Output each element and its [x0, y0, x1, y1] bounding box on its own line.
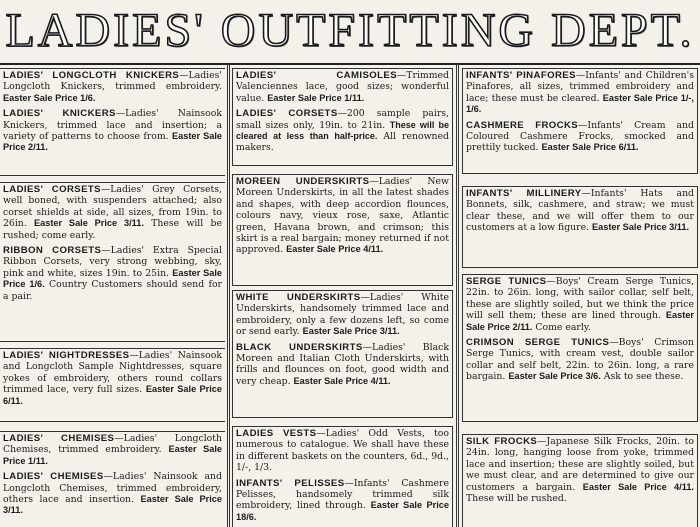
ad-box — [462, 68, 698, 174]
ad-entry: LADIES' CORSETS—200 sample pairs, small sizes only, 19in. to 21in. These will be cleared at less than half-price. All renowned makers. — [236, 108, 449, 154]
ad-entry: LADIES VESTS—Ladies' Odd Vests, too numerous to catalogue. We shall have these in different baskets on the counters, 6d., 9d., 1/-, 1/3. — [236, 428, 449, 474]
ad-box — [0, 182, 225, 342]
column-divider — [227, 64, 230, 527]
ad-entry: LADIES' CHEMISES—Ladies' Longcloth Chemises, trimmed embroidery. Easter Sale Price 1/11. — [3, 433, 223, 466]
ad-box — [0, 68, 225, 176]
ad-entry: CASHMERE FROCKS—Infants' Cream and Coloured Cashmere Frocks, smocked and prettily tucked. Easter Sale Price 6/11. — [466, 119, 694, 154]
ad-entry: BLACK UNDERSKIRTS—Ladies' Black Moreen and Italian Cloth Underskirts, with frills and flounces on foot, good width and very cheap. Easter Sale Price 4/11. — [236, 341, 449, 387]
ad-entry: LADIES' LONGCLOTH KNICKERS—Ladies' Longcloth Knickers, trimmed embroidery. Easter Sale Price 1/6. — [3, 70, 222, 103]
ad-entry: LADIES' CAMISOLES—Trimmed Valenciennes lace, good sizes; wonderful value. Easter Sale Price 1/11. — [236, 70, 449, 104]
ad-entry: LADIES' KNICKERS—Ladies' Nainsook Knickers, trimmed lace and insertion; a variety of patterns to choose from. Easter Sale Price 2/11. — [3, 108, 222, 153]
page-header — [0, 0, 700, 62]
page-title: LADIES' OUTFITTING DEPT. — [5, 4, 695, 57]
ad-entry: LADIES' CORSETS—Ladies' Grey Corsets, well boned, with suspenders attached; also corset shields at side, all sizes, from 19in. to 26in. Easter Sale Price 3/11. These will be rushed; come early. — [3, 184, 222, 241]
ad-entry: LADIES' NIGHTDRESSES—Ladies' Nainsook and Longcloth Sample Nightdresses, square yokes of embroidery, others round collars trimmed lace, very full sizes. Easter Sale Price 6/11. — [3, 350, 222, 406]
column-divider — [456, 64, 459, 527]
ad-box — [232, 426, 453, 527]
ad-entry: CRIMSON SERGE TUNICS—Boys' Crimson Serge Tunics, with cream vest, double sailor collar and self belt, 22in. to 26in. long, a rare bargain. Easter Sale Price 3/6. Ask to see these. — [466, 337, 694, 383]
ad-box — [232, 68, 453, 166]
ad-entry: INFANTS' PELISSES—Infants' Cashmere Pelisses, handsomely trimmed silk embroidery, lined through. Easter Sale Price 18/6. — [236, 477, 449, 522]
column-left — [0, 66, 225, 527]
ad-entry: SILK FROCKS—Japanese Silk Frocks, 20in. to 24in. long, hanging loose from yoke, trimmed lace and insertion; these are slightly soiled, but we must clear, and are determined to give our customers a bargain. Easter Sale Price 4/11. These will be rushed. — [466, 436, 694, 505]
ad-entry: WHITE UNDERSKIRTS—Ladies' White Underskirts, handsomely trimmed lace and embroidery, only a few dozens left, so come or send early. Easter Sale Price 3/11. — [236, 292, 449, 338]
column-right — [462, 66, 698, 527]
ad-box — [462, 186, 698, 268]
ad-entry: MOREEN UNDERSKIRTS—Ladies' New Moreen Underskirts, in all the latest shades and shapes, with deep accordion flounces, colours navy, vieux rose, saxe, Atlantic green, Havana brown, and crimson; this skirt is a real bargain; money returned if not approved. Easter Sale Price 4/11. — [236, 176, 449, 256]
ad-box — [462, 274, 698, 422]
ad-box — [0, 348, 225, 422]
ad-box — [462, 434, 698, 527]
ad-entry: RIBBON CORSETS—Ladies' Extra Special Ribbon Corsets, very strong webbing, sky, pink and white, sizes 19in. to 25in. Easter Sale Price 1/6. Country Customers should send for a pair. — [3, 245, 222, 302]
ad-box — [232, 174, 453, 286]
ad-box — [0, 431, 225, 527]
ad-entry: INFANTS' PINAFORES—Infants' and Children's Pinafores, all sizes, trimmed embroidery and lace; these must be cleared. Easter Sale Price 1/-, 1/6. — [466, 70, 694, 115]
ad-entry: SERGE TUNICS—Boys' Cream Serge Tunics, 22in. to 26in. long, with sailor collar, self belt, these are slightly soiled, but we think the price will sell them; these are lined through. Easter Sale Price 2/11. Come early. — [466, 276, 694, 333]
ad-entry: LADIES' CHEMISES—Ladies' Nainsook and Longcloth Chemises, trimmed embroidery, others lace and insertion. Easter Sale Price 3/11. — [3, 471, 222, 516]
ad-box — [232, 290, 453, 418]
header-rule — [0, 63, 700, 65]
column-middle — [232, 66, 453, 527]
ad-entry: INFANTS' MILLINERY—Infants' Hats and Bonnets, silk, cashmere, and straw; we must clear these, and we will offer them to our customers at a low figure. Easter Sale Price 3/11. — [466, 188, 695, 234]
